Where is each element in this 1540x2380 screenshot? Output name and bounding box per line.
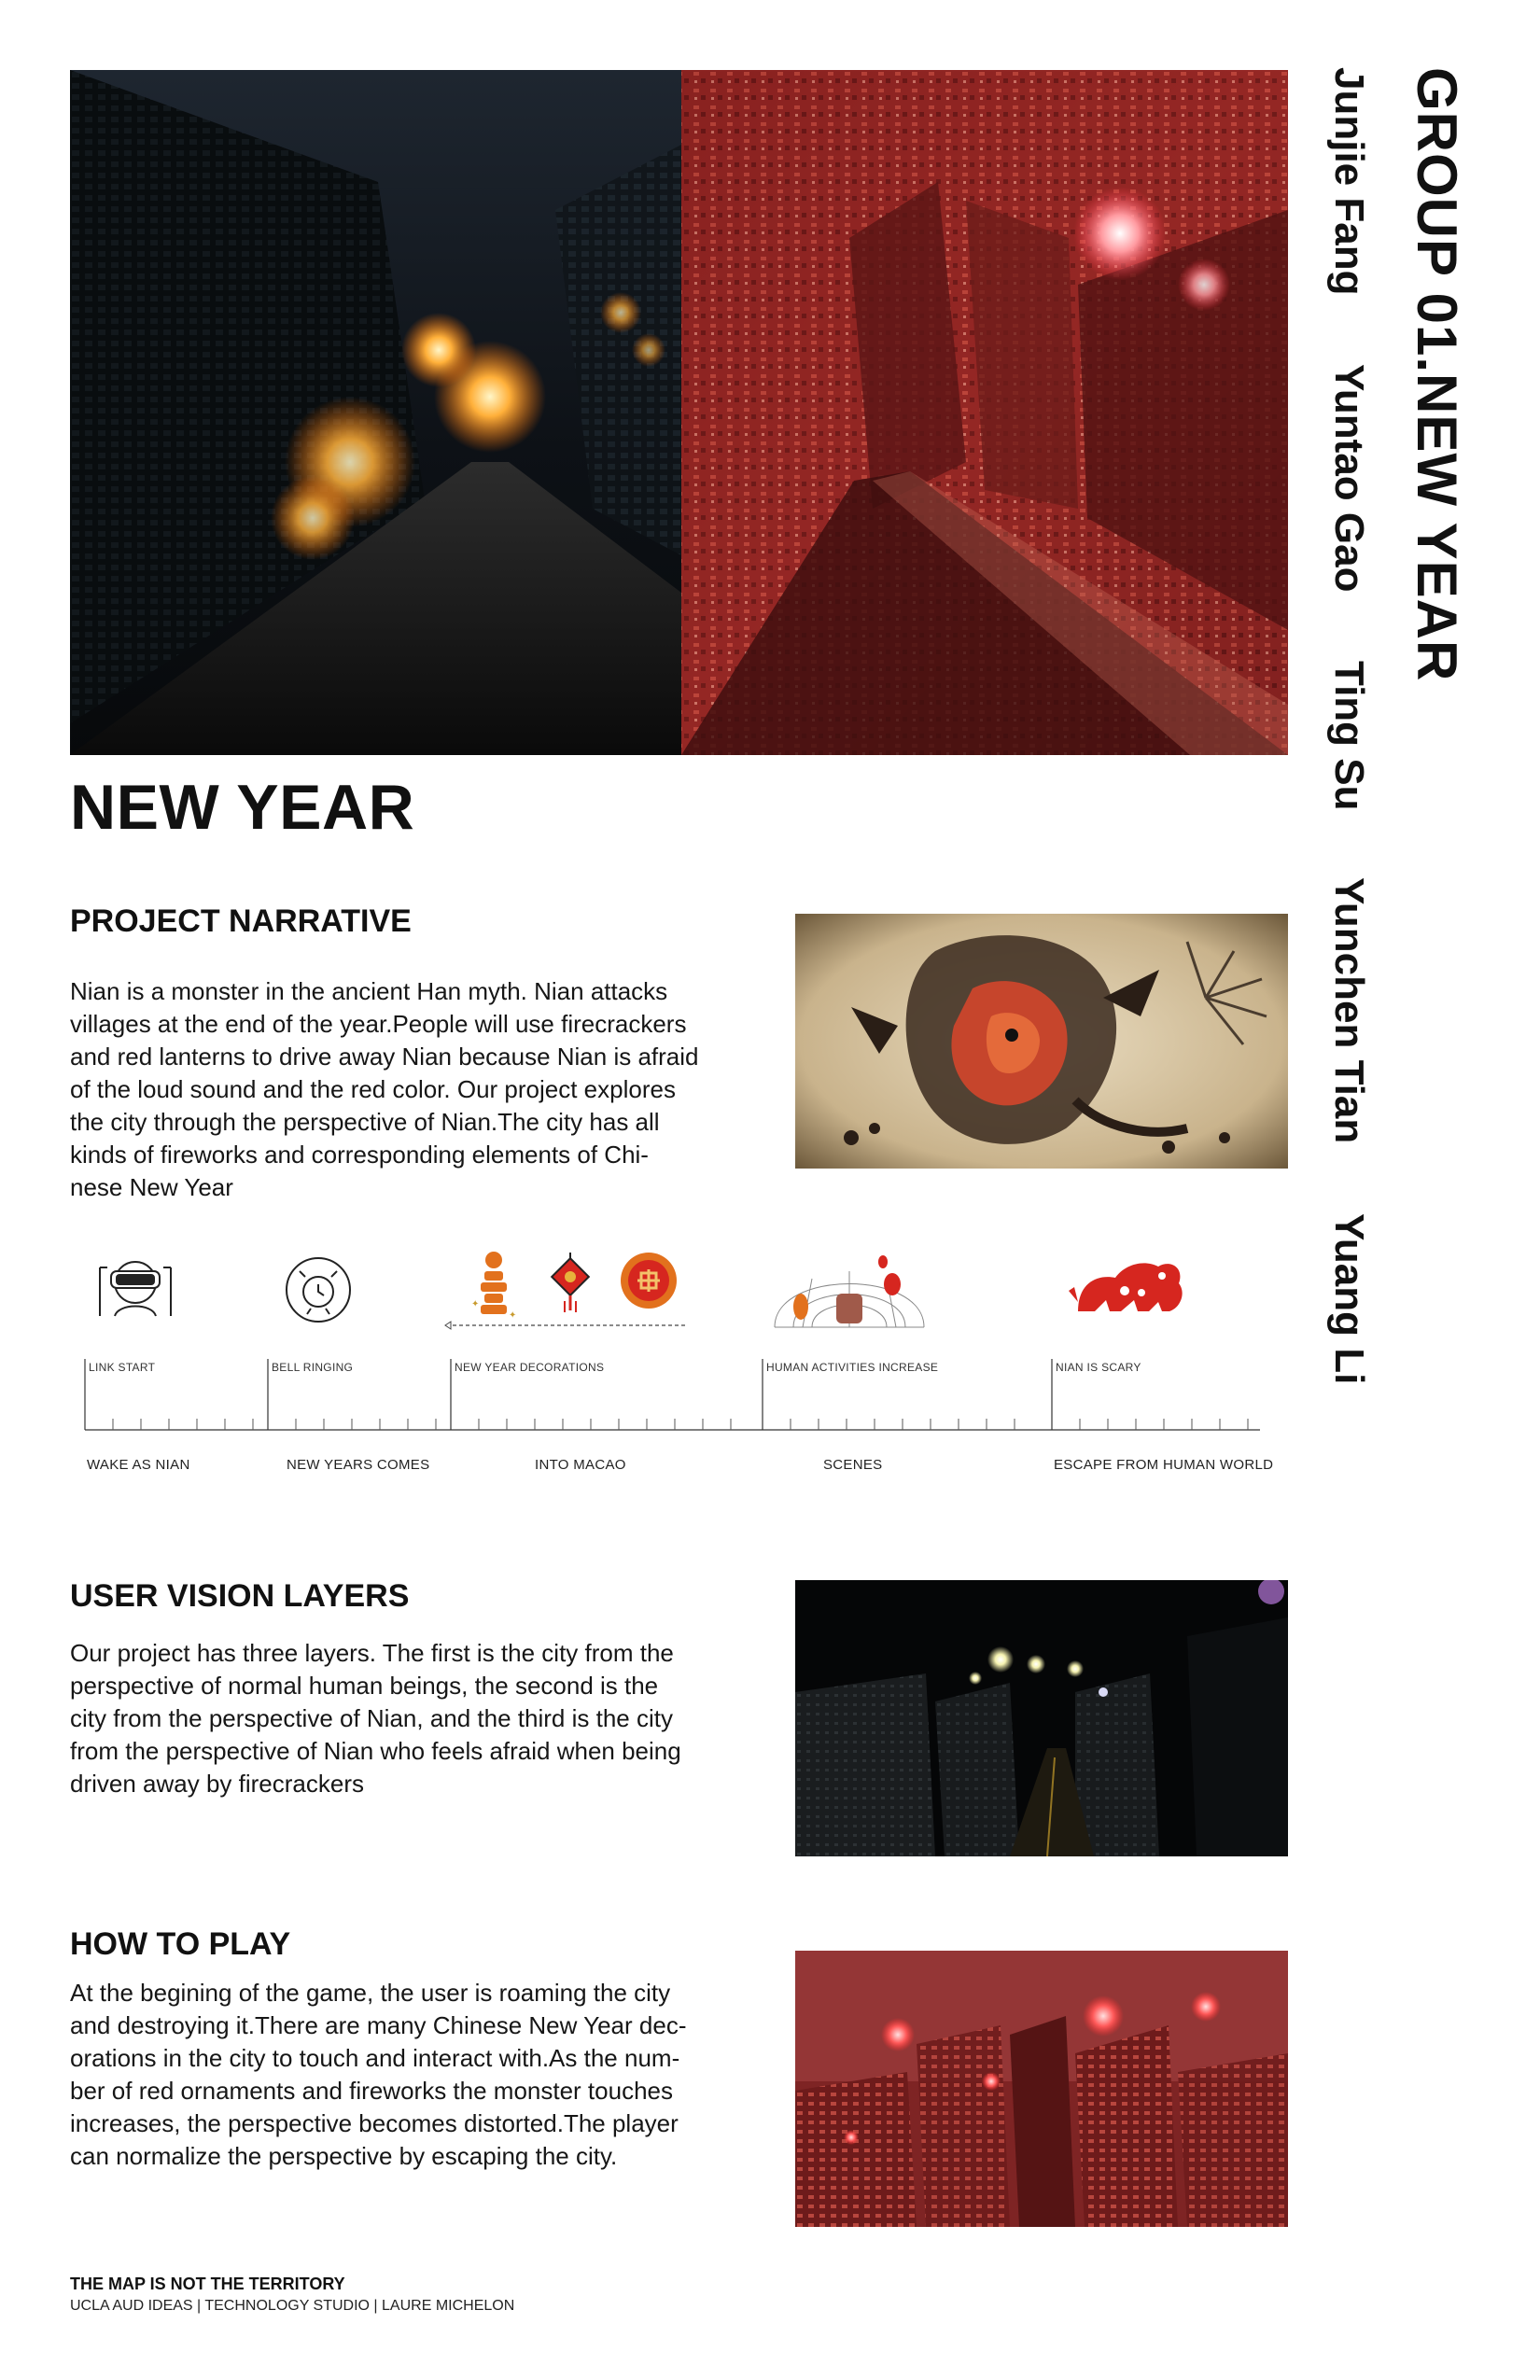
timeline-stage-label: BELL RINGING — [272, 1361, 354, 1374]
play-heading: HOW TO PLAY — [70, 1926, 291, 1962]
svg-text:✦: ✦ — [471, 1299, 480, 1309]
narrative-line: the city through the perspective of Nian.The city has all — [70, 1108, 660, 1136]
night-city-image — [795, 1580, 1288, 1856]
timeline-phase-label: INTO MACAO — [535, 1457, 626, 1473]
play-line: At the begining of the game, the user is roaming the city — [70, 1979, 671, 2007]
vision-line: Our project has three layers. The first is the city from the — [70, 1639, 674, 1667]
firecracker-icon — [471, 1252, 516, 1321]
vision-text — [70, 1637, 798, 1800]
distorted-city-image — [795, 1951, 1288, 2227]
timeline-stage-label: HUMAN ACTIVITIES INCREASE — [766, 1361, 939, 1374]
narrative-line: nese New Year — [70, 1173, 233, 1201]
alarm-clock-icon — [287, 1258, 350, 1322]
timeline-stage-label: NEW YEAR DECORATIONS — [455, 1361, 605, 1374]
play-line: increases, the perspective becomes distorted.The player — [70, 2109, 679, 2137]
narrative-heading: PROJECT NARRATIVE — [70, 903, 412, 939]
nian-illustration-image — [795, 914, 1288, 1169]
member-name: Yuntao Gao — [1326, 364, 1372, 593]
vision-line: perspective of normal human beings, the second is the — [70, 1672, 659, 1700]
timeline-phase-label: SCENES — [823, 1457, 883, 1473]
fu-medallion-icon — [621, 1253, 677, 1309]
timeline-phase-label: WAKE AS NIAN — [87, 1457, 190, 1473]
timeline-stage-label: NIAN IS SCARY — [1056, 1361, 1141, 1374]
narrative-text — [70, 975, 779, 1204]
play-line: ber of red ornaments and fireworks the monster touches — [70, 2077, 673, 2105]
narrative-line: of the loud sound and the red color. Our project explores — [70, 1075, 676, 1103]
footer-tagline: THE MAP IS NOT THE TERRITORY — [70, 2275, 345, 2293]
chinese-knot-icon — [552, 1253, 589, 1312]
vision-line: driven away by firecrackers — [70, 1770, 364, 1798]
play-line: orations in the city to touch and interact with.As the num- — [70, 2044, 680, 2072]
page-title: NEW YEAR — [70, 772, 415, 843]
narrative-line: villages at the end of the year.People will use firecrackers — [70, 1010, 687, 1038]
svg-text:✦: ✦ — [509, 1310, 517, 1321]
timeline-phase-label: ESCAPE FROM HUMAN WORLD — [1054, 1457, 1274, 1473]
paper-cut-lion-icon — [1069, 1263, 1183, 1311]
member-name: Yuang Li — [1326, 1213, 1372, 1385]
member-name: Junjie Fang — [1326, 67, 1372, 296]
narrative-line: kinds of fireworks and corresponding elements of Chi- — [70, 1141, 649, 1169]
vision-line: city from the perspective of Nian, and the third is the city — [70, 1704, 673, 1732]
play-text — [70, 1977, 798, 2173]
vr-headset-icon — [100, 1262, 171, 1316]
timeline-stage-label: LINK START — [89, 1361, 156, 1374]
footer-credits: UCLA AUD IDEAS | TECHNOLOGY STUDIO | LAURE MICHELON — [70, 2298, 515, 2314]
hero-image — [70, 70, 1288, 755]
play-line: can normalize the perspective by escaping the city. — [70, 2142, 618, 2170]
member-name: Ting Su — [1326, 661, 1372, 811]
timeline-phase-label: NEW YEARS COMES — [287, 1457, 430, 1473]
vision-line: from the perspective of Nian who feels afraid when being — [70, 1737, 681, 1765]
member-name: Yunchen Tian — [1326, 877, 1372, 1144]
narrative-line: and red lanterns to drive away Nian because Nian is afraid — [70, 1043, 699, 1071]
experience-timeline — [70, 1232, 1283, 1493]
play-line: and destroying it.There are many Chinese New Year dec- — [70, 2011, 687, 2039]
vision-heading: USER VISION LAYERS — [70, 1578, 410, 1614]
lantern-dome-icon — [775, 1255, 924, 1327]
group-title: GROUP 01.NEW YEAR — [1406, 67, 1468, 682]
narrative-line: Nian is a monster in the ancient Han myth. Nian attacks — [70, 977, 668, 1005]
